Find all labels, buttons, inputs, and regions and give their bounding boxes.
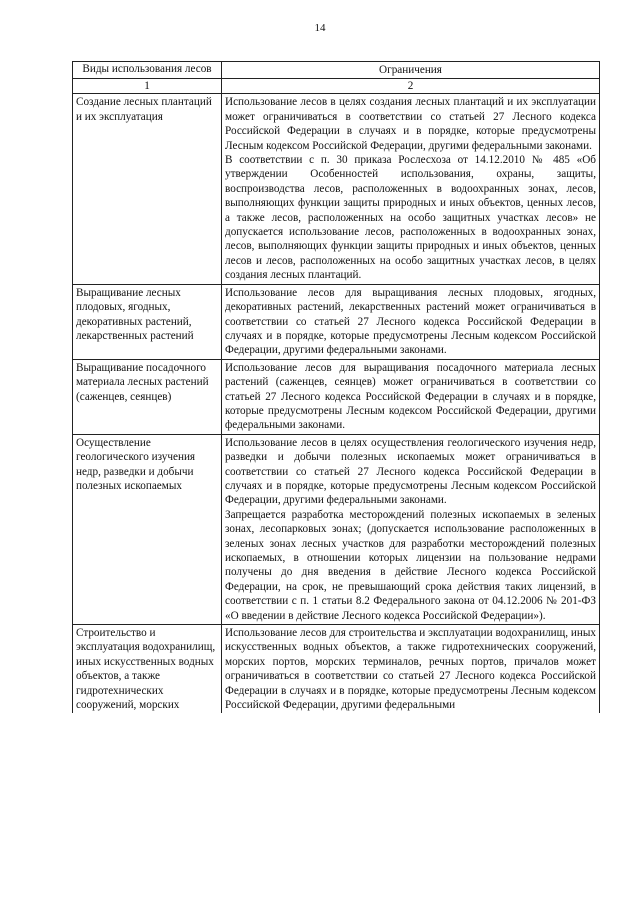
- restriction-paragraph: Использование лесов для выращивания лесных плодовых, ягодных, декоративных растений, лекарственных растений может ограничиваться в соответствии со статьей 27 Лесного кодекса Российской Федерации в случаях и в порядке, которые предусмотрены Лесным кодексом Российской Федерации, другими федеральными законами.: [225, 286, 596, 357]
- column-number-2: 2: [222, 79, 600, 94]
- forest-use-cell: Строительство и эксплуатация водохранилищ, иных искусственных водных объектов, а также гидротехнических сооружений, морских: [73, 625, 222, 714]
- restriction-cell: [222, 625, 600, 714]
- restriction-cell: [222, 284, 600, 359]
- restriction-cell: [222, 94, 600, 284]
- table-row: [73, 625, 600, 714]
- forest-use-cell: Осуществление геологического изучения недр, разведки и добычи полезных ископаемых: [73, 434, 222, 624]
- restriction-paragraph: Использование лесов в целях осуществления геологического изучения недр, разведки и добычи полезных ископаемых может ограничиваться в соответствии со статьей 27 Лесного кодекса Российской Федерации в случаях и в порядке, которые предусмотрены Лесным кодексом Российской Федерации, другими федеральными законами.: [225, 436, 596, 507]
- forest-use-cell: Создание лесных плантаций и их эксплуатация: [73, 94, 222, 284]
- column-number-row: [73, 79, 600, 94]
- page-number: 14: [314, 22, 326, 34]
- forest-use-cell: Выращивание лесных плодовых, ягодных, декоративных растений, лекарственных растений: [73, 284, 222, 359]
- header-forest-use-types: Виды использования лесов: [73, 62, 222, 79]
- restriction-paragraph: Использование лесов для выращивания посадочного материала лесных растений (саженцев, сеянцев) может ограничиваться в соответствии со статьей 27 Лесного кодекса Российской Федерации в случаях и в порядке, которые предусмотрены Лесным кодексом Российской Федерации, другими федеральными законами.: [225, 361, 596, 432]
- restrictions-table: [72, 61, 600, 713]
- forest-use-cell: Выращивание посадочного материала лесных растений (саженцев, сеянцев): [73, 359, 222, 434]
- restriction-paragraph: Использование лесов для строительства и эксплуатации водохранилищ, иных искусственных водных объектов, а также гидротехнических сооружений, морских портов, морских терминалов, речных портов, причалов может ограничиваться в соответствии со статьей 27 Лесного кодекса Российской Федерации в случаях и в порядке, которые предусмотрены Лесным кодексом Российской Федерации, другими федеральными: [225, 627, 596, 712]
- table-header-row: [73, 62, 600, 79]
- table-row: [73, 434, 600, 624]
- restriction-paragraph: В соответствии с п. 30 приказа Рослесхоза от 14.12.2010 № 485 «Об утверждении Особенностей использования, охраны, защиты, воспроизводства лесов, расположенных в водоохранных зонах, лесов, выполняющих функции защиты природных и иных объектов, ценных лесов, а также лесов, расположенных на особо защитных участках лесов» не допускается использование лесов, расположенных в водоохранных зонах, лесов, выполняющих функции защиты природных и иных объектов, ценных лесов и лесов, расположенных на особо защитных участках лесов, в целях создания лесных плантаций.: [225, 154, 596, 282]
- restriction-cell: [222, 359, 600, 434]
- table-row: [73, 94, 600, 284]
- table-row: [73, 284, 600, 359]
- column-number-1: 1: [73, 79, 222, 94]
- header-restrictions: Ограничения: [222, 62, 600, 79]
- restriction-cell: [222, 434, 600, 624]
- restriction-paragraph: Использование лесов в целях создания лесных плантаций и их эксплуатации может ограничиваться в соответствии со статьей 27 Лесного кодекса Российской Федерации в случаях и в порядке, которые предусмотрены Лесным кодексом Российской Федерации, другими федеральными законами.: [225, 96, 596, 152]
- table-row: [73, 359, 600, 434]
- restriction-paragraph: Запрещается разработка месторождений полезных ископаемых в зеленых зонах, лесопарковых зонах; (допускается использование расположенных в зеленых зонах лесных участков для разработки месторождений полезных ископаемых, в отношении которых лицензии на пользование недрами получены до дня введения в действие Лесного кодекса Российской Федерации, на срок, не превышающий срока действия таких лицензий, в соответствии с п. 1 статьи 8.2 Федерального закона от 04.12.2006 № 201-ФЗ «О введении в действие Лесного кодекса Российской Федерации»).: [225, 508, 596, 622]
